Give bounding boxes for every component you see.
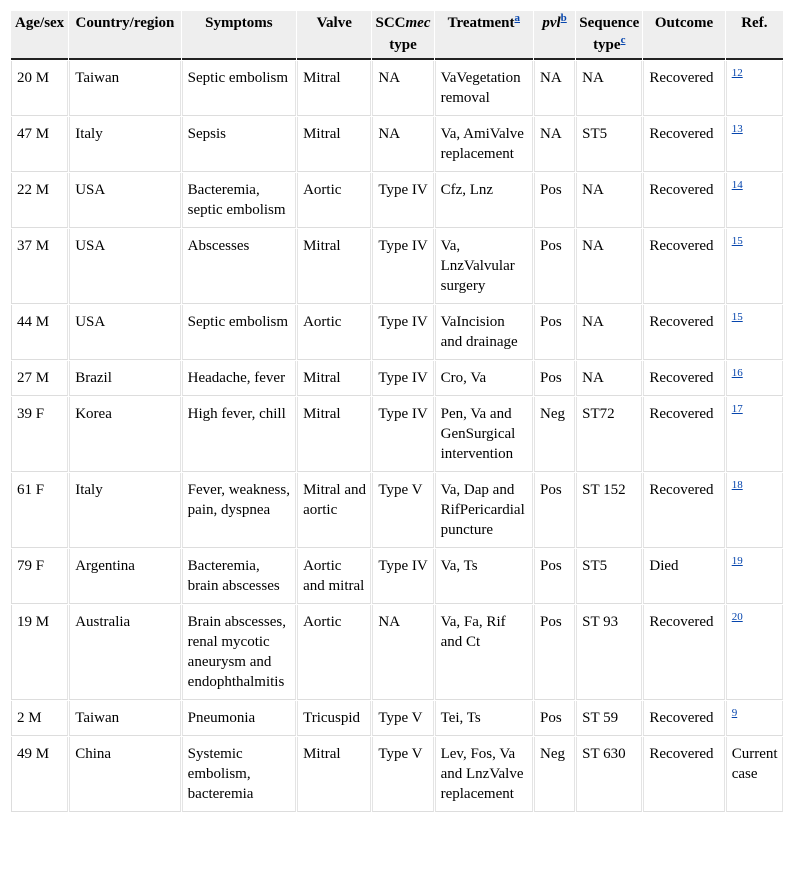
cell-valve: Mitral and aortic	[297, 473, 371, 548]
cell-treatment: VaIncision and drainage	[435, 305, 533, 360]
header-symptoms: Symptoms	[182, 11, 296, 60]
cell-country: Italy	[69, 473, 180, 548]
cell-symptoms: Systemic embolism, bacteremia	[182, 737, 296, 812]
cell-symptoms: Pneumonia	[182, 701, 296, 736]
cell-outcome: Recovered	[643, 117, 724, 172]
cell-pvl: Pos	[534, 229, 575, 304]
cell-valve: Aortic	[297, 305, 371, 360]
cell-outcome: Recovered	[643, 397, 724, 472]
cell-treatment: Cro, Va	[435, 361, 533, 396]
cell-sequence-type: NA	[576, 229, 642, 304]
cell-outcome: Recovered	[643, 61, 724, 116]
cell-symptoms: Brain abscesses, renal mycotic aneurysm and endophthalmitis	[182, 605, 296, 700]
footnote-b-link[interactable]: b	[560, 12, 567, 24]
header-seq-line1: Sequence	[579, 15, 640, 31]
cell-scc-mec-type: Type V	[372, 737, 433, 812]
cell-symptoms: Fever, weakness, pain, dyspnea	[182, 473, 296, 548]
table-row	[11, 61, 783, 116]
cell-symptoms: Bacteremia, brain abscesses	[182, 549, 296, 604]
cell-treatment: Va, Fa, Rif and Ct	[435, 605, 533, 700]
reference-link[interactable]: 16	[731, 367, 743, 379]
table-row	[11, 397, 783, 472]
table-row	[11, 701, 783, 736]
reference-link[interactable]: 15	[731, 311, 743, 323]
cell-ref	[726, 473, 783, 548]
cell-outcome: Recovered	[643, 229, 724, 304]
cell-scc-mec-type: Type V	[372, 473, 433, 548]
reference-link[interactable]: 9	[731, 707, 738, 719]
table-row	[11, 229, 783, 304]
cell-pvl: NA	[534, 61, 575, 116]
cell-sequence-type: NA	[576, 305, 642, 360]
cell-outcome: Recovered	[643, 701, 724, 736]
cell-country: Italy	[69, 117, 180, 172]
cell-valve: Mitral	[297, 229, 371, 304]
cell-symptoms: Bacteremia, septic embolism	[182, 173, 296, 228]
cell-country: China	[69, 737, 180, 812]
footnote-c-link[interactable]: c	[620, 34, 626, 46]
cell-treatment: Cfz, Lnz	[435, 173, 533, 228]
cell-valve: Aortic and mitral	[297, 549, 371, 604]
footnote-a-link[interactable]: a	[514, 12, 520, 24]
table-row	[11, 473, 783, 548]
cell-age-sex: 27 M	[11, 361, 68, 396]
cell-valve: Mitral	[297, 397, 371, 472]
cell-scc-mec-type: Type IV	[372, 549, 433, 604]
cell-sequence-type: ST5	[576, 117, 642, 172]
cell-sequence-type: ST72	[576, 397, 642, 472]
table-row	[11, 305, 783, 360]
cell-valve: Mitral	[297, 117, 371, 172]
cell-age-sex: 44 M	[11, 305, 68, 360]
cell-sequence-type: ST 93	[576, 605, 642, 700]
cell-ref	[726, 61, 783, 116]
cell-treatment: Va, Ts	[435, 549, 533, 604]
cell-valve: Aortic	[297, 173, 371, 228]
header-treatment	[435, 11, 533, 60]
cell-valve: Mitral	[297, 737, 371, 812]
cell-sequence-type: NA	[576, 173, 642, 228]
header-scc-italic: mec	[405, 15, 431, 31]
cell-scc-mec-type: Type IV	[372, 173, 433, 228]
table-row	[11, 549, 783, 604]
cell-pvl: Neg	[534, 737, 575, 812]
header-country: Country/region	[69, 11, 180, 60]
cell-country: Brazil	[69, 361, 180, 396]
cell-ref: Current case	[726, 737, 783, 812]
cell-sequence-type: ST 59	[576, 701, 642, 736]
cell-symptoms: High fever, chill	[182, 397, 296, 472]
reference-link[interactable]: 18	[731, 479, 743, 491]
cell-scc-mec-type: Type V	[372, 701, 433, 736]
case-table-container	[10, 10, 784, 813]
cell-country: Australia	[69, 605, 180, 700]
cell-valve: Mitral	[297, 61, 371, 116]
cell-symptoms: Sepsis	[182, 117, 296, 172]
cell-sequence-type: ST 152	[576, 473, 642, 548]
reference-link[interactable]: 15	[731, 235, 743, 247]
cell-ref	[726, 117, 783, 172]
cell-age-sex: 20 M	[11, 61, 68, 116]
cell-pvl: Pos	[534, 305, 575, 360]
cell-outcome: Recovered	[643, 361, 724, 396]
reference-link[interactable]: 17	[731, 403, 743, 415]
header-seq-line2: type	[593, 37, 621, 53]
cell-scc-mec-type: Type IV	[372, 229, 433, 304]
cell-pvl: Pos	[534, 701, 575, 736]
cell-country: Taiwan	[69, 61, 180, 116]
cell-age-sex: 39 F	[11, 397, 68, 472]
cell-sequence-type: NA	[576, 361, 642, 396]
cell-pvl: Pos	[534, 173, 575, 228]
header-scc-prefix: SCC	[375, 15, 406, 31]
case-table	[10, 10, 784, 813]
header-ref: Ref.	[726, 11, 783, 60]
reference-link[interactable]: 19	[731, 555, 743, 567]
reference-link[interactable]: 12	[731, 67, 743, 79]
cell-ref	[726, 173, 783, 228]
cell-valve: Aortic	[297, 605, 371, 700]
cell-ref	[726, 605, 783, 700]
table-row	[11, 361, 783, 396]
cell-scc-mec-type: NA	[372, 61, 433, 116]
cell-pvl: Pos	[534, 361, 575, 396]
cell-ref	[726, 361, 783, 396]
reference-link[interactable]: 14	[731, 179, 743, 191]
cell-treatment: Va, Dap and RifPericardial puncture	[435, 473, 533, 548]
cell-pvl: Pos	[534, 605, 575, 700]
cell-symptoms: Septic embolism	[182, 61, 296, 116]
cell-ref	[726, 305, 783, 360]
cell-outcome: Recovered	[643, 737, 724, 812]
cell-country: Taiwan	[69, 701, 180, 736]
cell-pvl: NA	[534, 117, 575, 172]
table-row	[11, 605, 783, 700]
header-scc-mec-type	[372, 11, 433, 60]
cell-sequence-type: NA	[576, 61, 642, 116]
cell-treatment: Pen, Va and GenSurgical intervention	[435, 397, 533, 472]
cell-country: Korea	[69, 397, 180, 472]
cell-country: Argentina	[69, 549, 180, 604]
cell-ref	[726, 229, 783, 304]
cell-treatment: Lev, Fos, Va and LnzValve replacement	[435, 737, 533, 812]
cell-pvl: Pos	[534, 549, 575, 604]
cell-age-sex: 61 F	[11, 473, 68, 548]
cell-scc-mec-type: Type IV	[372, 397, 433, 472]
cell-treatment: VaVegetation removal	[435, 61, 533, 116]
cell-pvl: Neg	[534, 397, 575, 472]
cell-ref	[726, 701, 783, 736]
cell-scc-mec-type: Type IV	[372, 305, 433, 360]
cell-age-sex: 22 M	[11, 173, 68, 228]
reference-link[interactable]: 13	[731, 123, 743, 135]
cell-sequence-type: ST 630	[576, 737, 642, 812]
table-body	[11, 61, 783, 812]
cell-age-sex: 47 M	[11, 117, 68, 172]
cell-scc-mec-type: NA	[372, 117, 433, 172]
cell-outcome: Recovered	[643, 173, 724, 228]
cell-age-sex: 79 F	[11, 549, 68, 604]
table-row	[11, 117, 783, 172]
cell-valve: Mitral	[297, 361, 371, 396]
cell-treatment: Tei, Ts	[435, 701, 533, 736]
cell-outcome: Recovered	[643, 305, 724, 360]
header-outcome: Outcome	[643, 11, 724, 60]
cell-symptoms: Headache, fever	[182, 361, 296, 396]
cell-age-sex: 37 M	[11, 229, 68, 304]
reference-link[interactable]: 20	[731, 611, 743, 623]
cell-country: USA	[69, 229, 180, 304]
header-valve: Valve	[297, 11, 371, 60]
cell-ref	[726, 549, 783, 604]
header-pvl-label: pvl	[542, 15, 561, 31]
cell-pvl: Pos	[534, 473, 575, 548]
cell-outcome: Recovered	[643, 605, 724, 700]
header-pvl	[534, 11, 575, 60]
cell-scc-mec-type: Type IV	[372, 361, 433, 396]
table-row	[11, 737, 783, 812]
header-treatment-label: Treatment	[447, 15, 515, 31]
header-sequence-type	[576, 11, 642, 60]
cell-treatment: Va, AmiValve replacement	[435, 117, 533, 172]
cell-age-sex: 49 M	[11, 737, 68, 812]
cell-treatment: Va, LnzValvular surgery	[435, 229, 533, 304]
cell-symptoms: Septic embolism	[182, 305, 296, 360]
header-scc-suffix: type	[389, 37, 417, 53]
cell-country: USA	[69, 305, 180, 360]
cell-outcome: Recovered	[643, 473, 724, 548]
cell-sequence-type: ST5	[576, 549, 642, 604]
cell-age-sex: 2 M	[11, 701, 68, 736]
cell-country: USA	[69, 173, 180, 228]
header-age-sex: Age/sex	[11, 11, 68, 60]
cell-age-sex: 19 M	[11, 605, 68, 700]
cell-scc-mec-type: NA	[372, 605, 433, 700]
table-row	[11, 173, 783, 228]
cell-valve: Tricuspid	[297, 701, 371, 736]
header-row	[11, 11, 783, 60]
cell-ref	[726, 397, 783, 472]
cell-outcome: Died	[643, 549, 724, 604]
cell-symptoms: Abscesses	[182, 229, 296, 304]
